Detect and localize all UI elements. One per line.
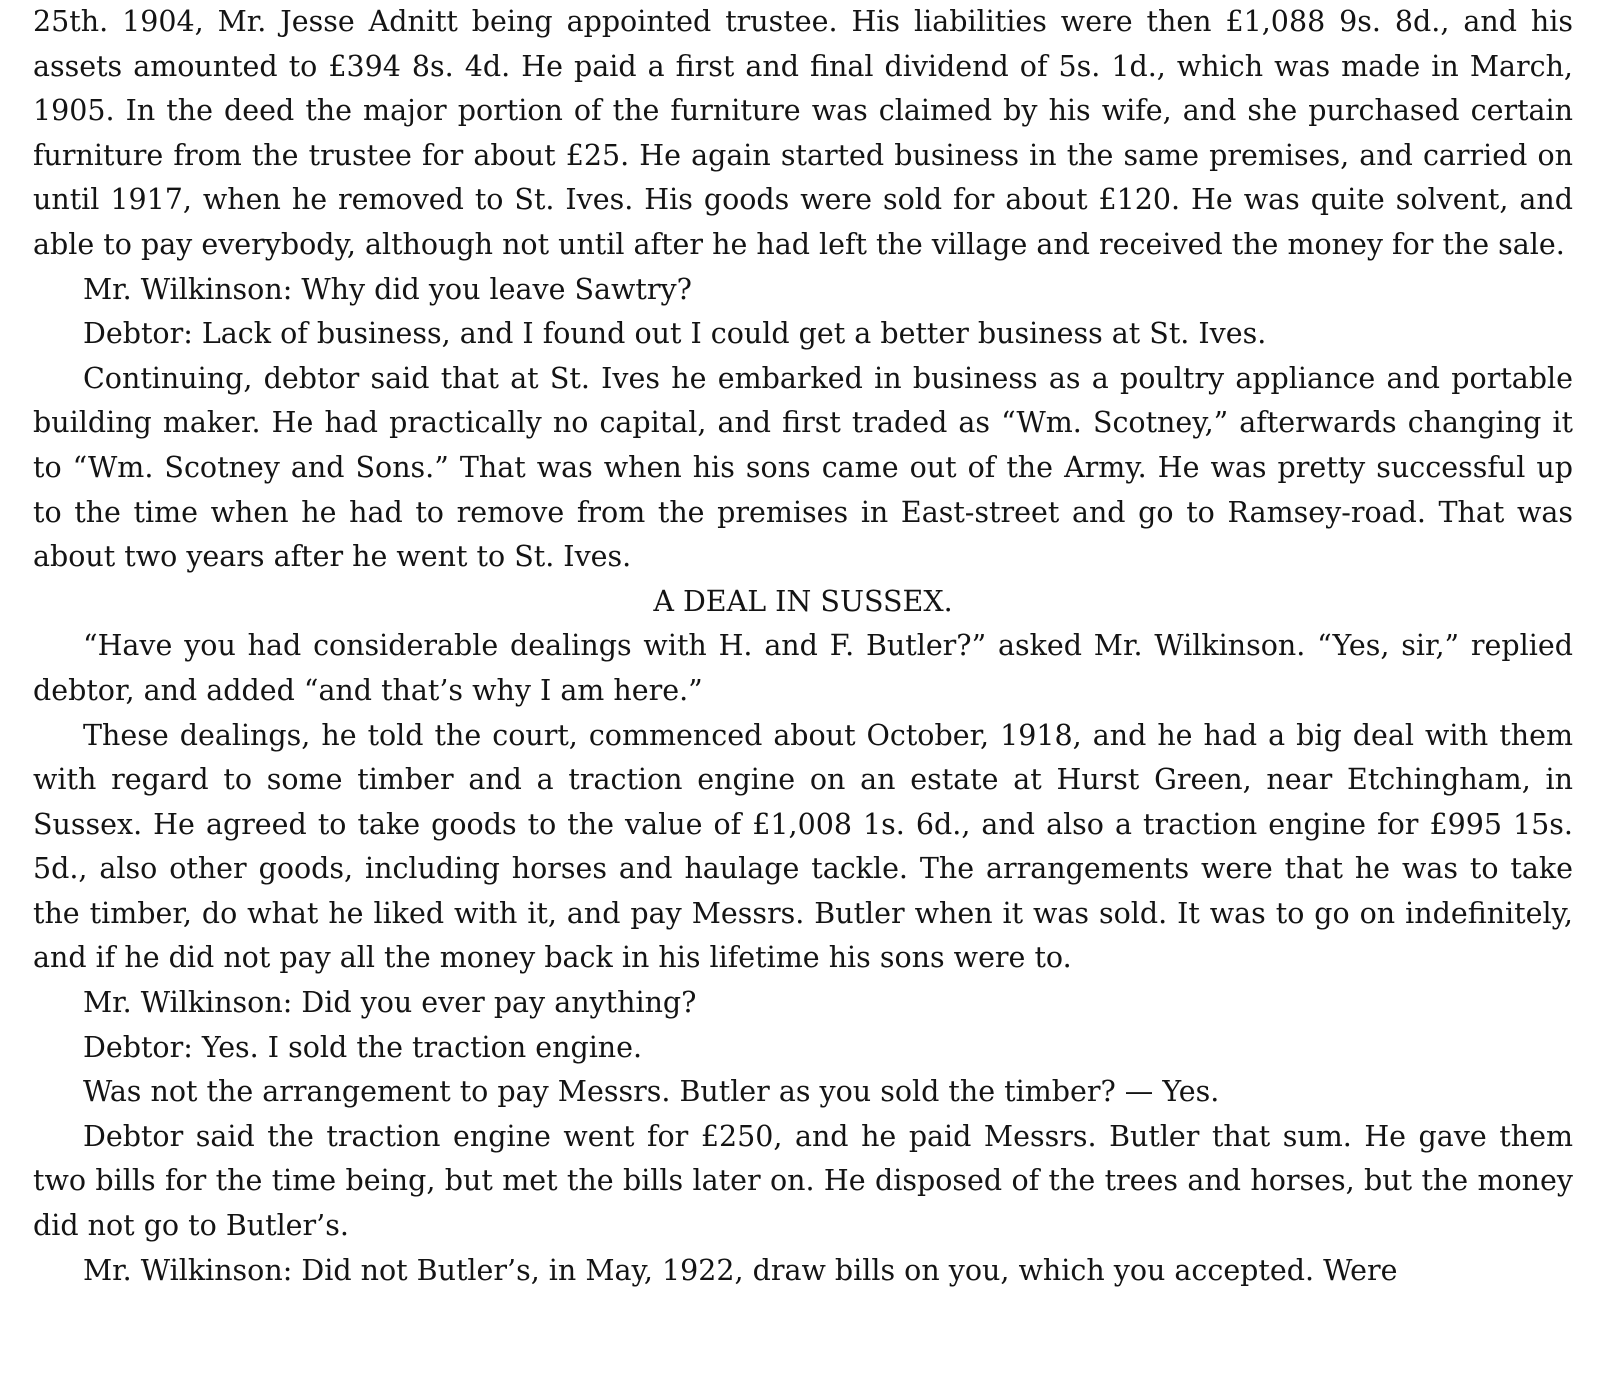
paragraph-st-ives-business: Continuing, debtor said that at St. Ives he embarked in business as a poultry appliance and portable building maker. He had practically no capital, and first traded as “Wm. Scotney,” afterwards changing it to “Wm. Scotney and Sons.” That was when his sons came out of the Army. He was pretty successful up to the time when he had to remove from the premises in East-street and go to Ramsey-road. That was about two years after he went to St. Ives.	[33, 361, 1573, 574]
paragraph-butler-dealings: “Have you had considerable dealings with H. and F. Butler?” asked Mr. Wilkinson. “Yes, sir,” replied debtor, and added “and that’s why I am here.”	[33, 629, 1573, 707]
section-heading: A DEAL IN SUSSEX.	[653, 584, 953, 618]
paragraph-answer-business: Debtor: Lack of business, and I found out I could get a better business at St. Ives.	[83, 317, 1267, 351]
paragraph-traction-sale: Debtor said the traction engine went for £250, and he paid Messrs. Butler that sum. He gave them two bills for the time being, but met the bills later on. He disposed of the trees and horses, but the money did not go to Butler’s.	[33, 1119, 1573, 1243]
paragraph-question-bills: Mr. Wilkinson: Did not Butler’s, in May, 1922, draw bills on you, which you accepted. Were	[83, 1253, 1398, 1287]
document-page	[33, 0, 1573, 1293]
paragraph-question-sawtry: Mr. Wilkinson: Why did you leave Sawtry?	[83, 272, 692, 306]
paragraph-question-pay: Mr. Wilkinson: Did you ever pay anything?	[83, 986, 697, 1020]
paragraph-sussex-deal: These dealings, he told the court, commenced about October, 1918, and he had a big deal with them with regard to some timber and a traction engine on an estate at Hurst Green, near Etchingham, in Sussex. He agreed to take goods to the value of £1,008 1s. 6d., and also a traction engine for £995 15s. 5d., also other goods, including horses and haulage tackle. The arrangements were that he was to take the timber, do what he liked with it, and pay Messrs. Butler when it was sold. It was to go on indefinitely, and if he did not pay all the money back in his lifetime his sons were to.	[33, 718, 1573, 975]
paragraph-arrangement: Was not the arrangement to pay Messrs. Butler as you sold the timber? — Yes.	[83, 1075, 1220, 1109]
paragraph-bankruptcy-history: 25th. 1904, Mr. Jesse Adnitt being appointed trustee. His liabilities were then £1,088 9s. 8d., and his assets amounted to £394 8s. 4d. He paid a first and final dividend of 5s. 1d., which was made in March, 1905. In the deed the major portion of the furniture was claimed by his wife, and she purchased certain furniture from the trustee for about £25. He again started business in the same premises, and carried on until 1917, when he removed to St. Ives. His goods were sold for about £120. He was quite solvent, and able to pay everybody, although not until after he had left the village and received the money for the sale.	[33, 5, 1573, 261]
paragraph-answer-traction: Debtor: Yes. I sold the traction engine.	[83, 1030, 643, 1064]
